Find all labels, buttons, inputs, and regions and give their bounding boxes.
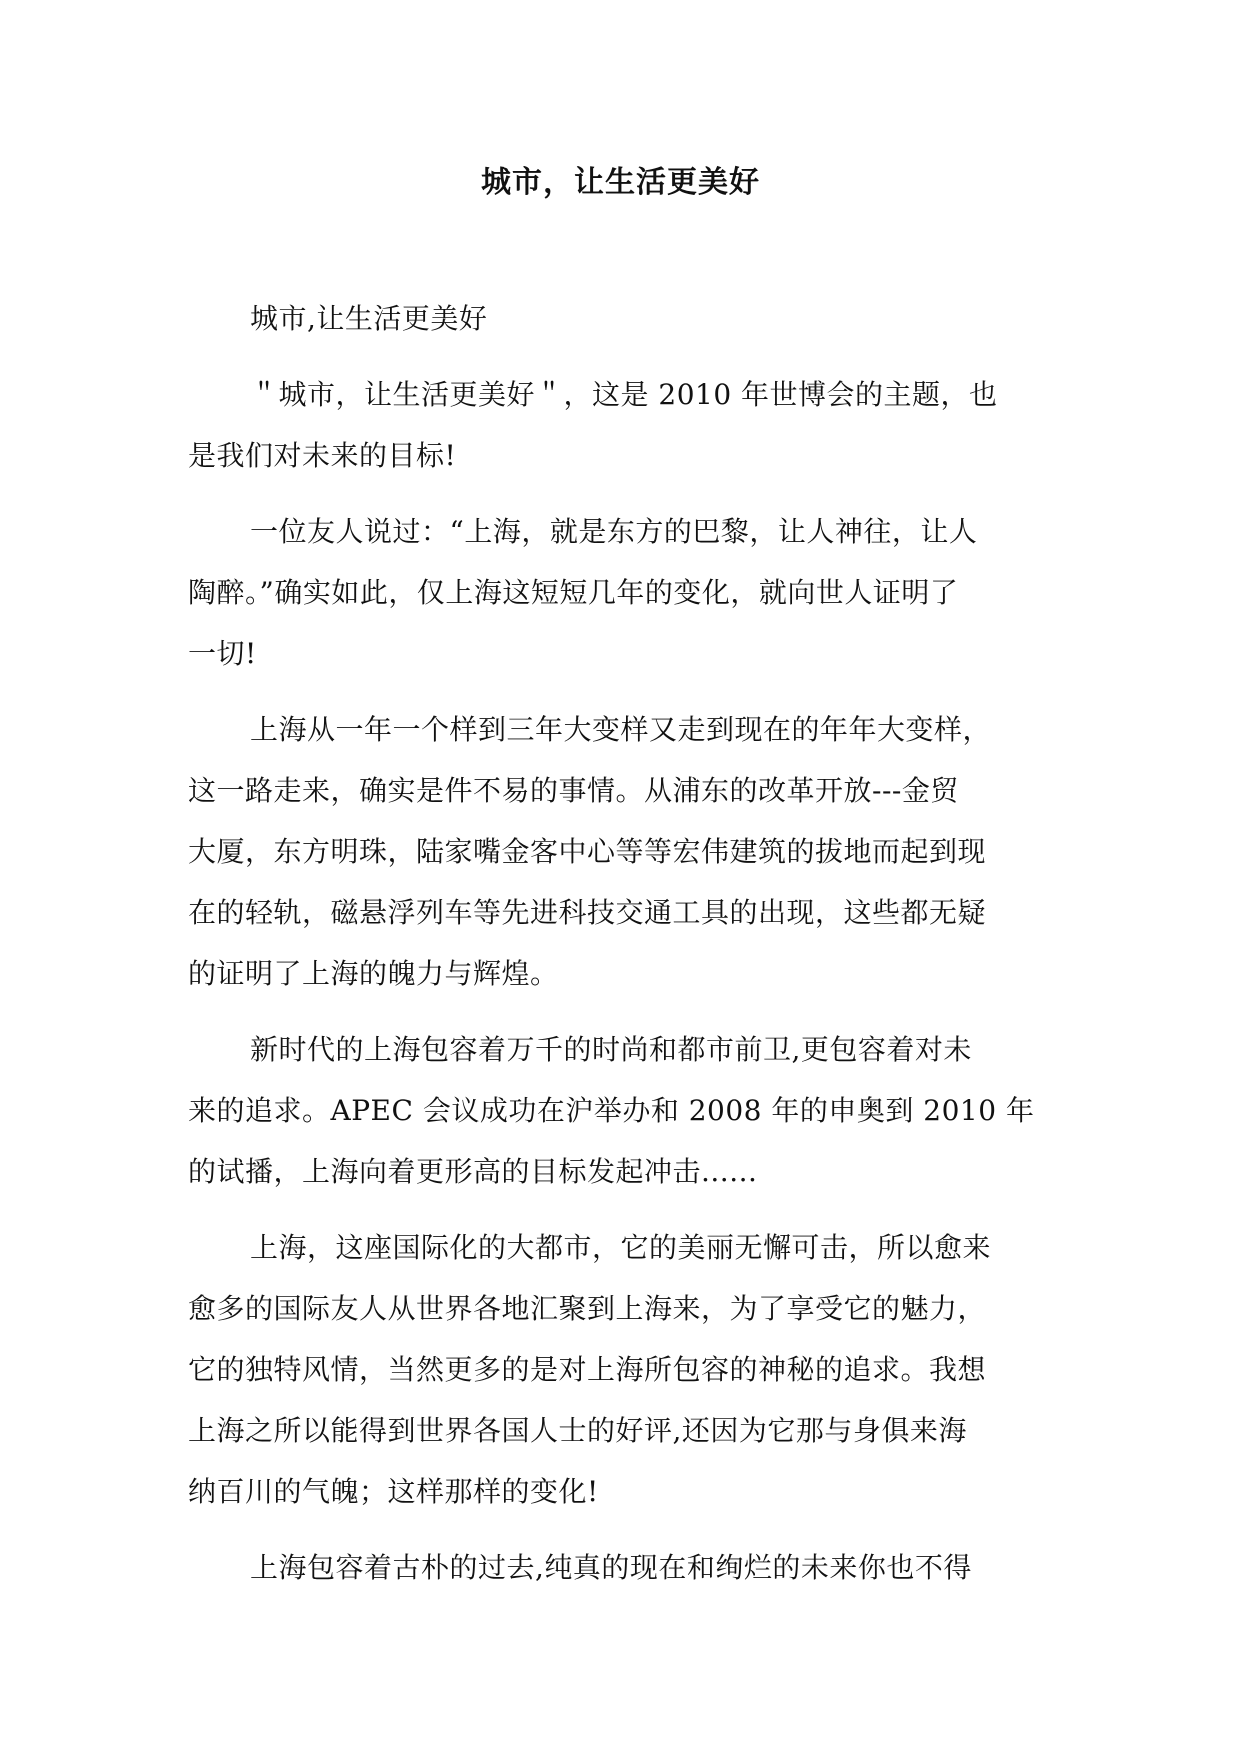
text-line: 这一路走来，确实是件不易的事情。从浦东的改革开放---金贸	[188, 774, 959, 807]
text-line: 它的独特风情，当然更多的是对上海所包容的神秘的追求。我想	[188, 1353, 987, 1386]
text-line: 一位友人说过：“上海，就是东方的巴黎，让人神往，让人	[250, 515, 978, 548]
text-line: 在的轻轨，磁悬浮列车等先进科技交通工具的出现，这些都无疑	[188, 896, 987, 929]
paragraph	[188, 1537, 1058, 1598]
text-line: 新时代的上海包容着万千的时尚和都市前卫,更包容着对未	[250, 1033, 972, 1066]
document-title: 城市，让生活更美好	[481, 165, 760, 200]
text-line: 大厦，东方明珠，陆家嘴金客中心等等宏伟建筑的拔地而起到现	[188, 835, 987, 868]
text-line: 愈多的国际友人从世界各地汇聚到上海来，为了享受它的魅力，	[188, 1292, 987, 1325]
text-line: 城市,让生活更美好	[250, 302, 488, 335]
paragraph	[188, 364, 1058, 486]
paragraph	[188, 699, 1058, 1004]
paragraph	[188, 501, 1058, 684]
text-line: 来的追求。APEC 会议成功在沪举办和 2008 年的申奥到 2010 年	[188, 1094, 1035, 1127]
text-line: 上海之所以能得到世界各国人士的好评,还因为它那与身俱来海	[188, 1414, 967, 1447]
paragraph	[188, 1217, 1058, 1522]
text-line: 是我们对未来的目标!	[188, 439, 457, 472]
paragraph	[188, 1019, 1058, 1202]
text-line: 的证明了上海的魄力与辉煌。	[188, 957, 559, 990]
paragraph	[188, 288, 1058, 349]
text-line: 上海从一年一个样到三年大变样又走到现在的年年大变样，	[250, 713, 992, 746]
text-line: ＂城市，让生活更美好＂，这是 2010 年世博会的主题，也	[250, 378, 998, 411]
text-line: 上海，这座国际化的大都市，它的美丽无懈可击，所以愈来	[250, 1231, 992, 1264]
text-line: 一切!	[188, 637, 257, 670]
document-body	[188, 288, 1058, 1613]
text-line: 的试播，上海向着更形高的目标发起冲击......	[188, 1155, 758, 1188]
text-line: 上海包容着古朴的过去,纯真的现在和绚烂的未来你也不得	[250, 1551, 972, 1584]
text-line: 纳百川的气魄；这样那样的变化!	[188, 1475, 599, 1508]
text-line: 陶醉。”确实如此，仅上海这短短几年的变化，就向世人证明了	[188, 576, 959, 609]
